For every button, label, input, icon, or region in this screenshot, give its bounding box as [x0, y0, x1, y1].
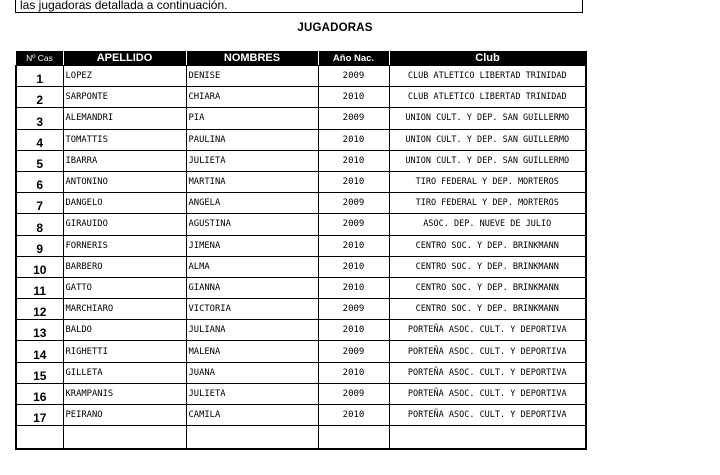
cell-nombres: JULIETA	[186, 383, 318, 404]
column-header-nombres: NOMBRES	[186, 52, 318, 66]
table-row	[16, 66, 586, 87]
cell-num: 7	[16, 193, 63, 214]
cell-club: PORTEÑA ASOC. CULT. Y DEPORTIVA	[389, 362, 586, 383]
intro-box	[15, 0, 583, 13]
table-row	[16, 405, 586, 426]
cell-ano: 2010	[318, 235, 389, 256]
cell-num: 1	[16, 66, 63, 87]
cell-ano: 2009	[318, 193, 389, 214]
cell-club: TIRO FEDERAL Y DEP. MORTEROS	[389, 193, 586, 214]
column-header-apellido: APELLIDO	[63, 52, 186, 66]
cell-nombres: ANGELA	[186, 193, 318, 214]
cell-ano: 2010	[318, 171, 389, 192]
cell-nombres: JULIETA	[186, 150, 318, 171]
cell-num: 3	[16, 108, 63, 129]
cell-club: ASOC. DEP. NUEVE DE JULIO	[389, 214, 586, 235]
cell-club: UNION CULT. Y DEP. SAN GUILLERMO	[389, 129, 586, 150]
table-row	[16, 299, 586, 320]
cell-nombres: AGUSTINA	[186, 214, 318, 235]
cell-num: 6	[16, 171, 63, 192]
cell-club: PORTEÑA ASOC. CULT. Y DEPORTIVA	[389, 405, 586, 426]
cell-apellido: BARBERO	[63, 256, 186, 277]
cell-ano: 2010	[318, 87, 389, 108]
cell-num: 4	[16, 129, 63, 150]
cell-ano: 2010	[318, 405, 389, 426]
cell-apellido: BALDO	[63, 320, 186, 341]
cell-nombres: DENISE	[186, 66, 318, 87]
cell-ano: 2010	[318, 150, 389, 171]
cell-apellido: FORNERIS	[63, 235, 186, 256]
cell-club: CENTRO SOC. Y DEP. BRINKMANN	[389, 235, 586, 256]
cell-nombres: JUANA	[186, 362, 318, 383]
table-row	[16, 150, 586, 171]
table-row	[16, 383, 586, 404]
cell-club: CENTRO SOC. Y DEP. BRINKMANN	[389, 277, 586, 298]
table-row	[16, 256, 586, 277]
cell-club: CLUB ATLETICO LIBERTAD TRINIDAD	[389, 66, 586, 87]
cell-apellido: ANTONINO	[63, 171, 186, 192]
cell-club: UNION CULT. Y DEP. SAN GUILLERMO	[389, 150, 586, 171]
cell-apellido: DANGELO	[63, 193, 186, 214]
cell-nombres: PAULINA	[186, 129, 318, 150]
table-row	[16, 426, 586, 449]
cell-apellido: TOMATTIS	[63, 129, 186, 150]
cell-num	[16, 426, 63, 449]
cell-num: 11	[16, 277, 63, 298]
cell-ano: 2009	[318, 341, 389, 362]
cell-club: CLUB ATLETICO LIBERTAD TRINIDAD	[389, 87, 586, 108]
cell-ano: 2010	[318, 320, 389, 341]
cell-apellido: IBARRA	[63, 150, 186, 171]
cell-club	[389, 426, 586, 449]
cell-nombres: JIMENA	[186, 235, 318, 256]
table-row	[16, 235, 586, 256]
cell-nombres: MALENA	[186, 341, 318, 362]
cell-num: 8	[16, 214, 63, 235]
cell-num: 12	[16, 299, 63, 320]
cell-club: PORTEÑA ASOC. CULT. Y DEPORTIVA	[389, 383, 586, 404]
column-header-ano: Año Nac.	[318, 52, 389, 66]
cell-nombres: GIANNA	[186, 277, 318, 298]
cell-apellido: LOPEZ	[63, 66, 186, 87]
cell-ano: 2010	[318, 129, 389, 150]
cell-club: CENTRO SOC. Y DEP. BRINKMANN	[389, 299, 586, 320]
cell-nombres: PIA	[186, 108, 318, 129]
cell-apellido: GATTO	[63, 277, 186, 298]
cell-ano: 2009	[318, 214, 389, 235]
cell-ano: 2009	[318, 108, 389, 129]
column-header-club: Club	[389, 52, 586, 66]
cell-club: PORTEÑA ASOC. CULT. Y DEPORTIVA	[389, 320, 586, 341]
cell-num: 13	[16, 320, 63, 341]
cell-club: UNION CULT. Y DEP. SAN GUILLERMO	[389, 108, 586, 129]
cell-apellido: SARPONTE	[63, 87, 186, 108]
column-header-num: Nº Cas	[16, 52, 63, 66]
cell-ano: 2010	[318, 362, 389, 383]
cell-ano	[318, 426, 389, 449]
players-body	[16, 66, 586, 449]
cell-club: CENTRO SOC. Y DEP. BRINKMANN	[389, 256, 586, 277]
table-row	[16, 277, 586, 298]
cell-apellido: KRAMPANIS	[63, 383, 186, 404]
section-title: JUGADORAS	[297, 22, 373, 34]
players-table	[15, 51, 587, 450]
cell-ano: 2009	[318, 299, 389, 320]
cell-apellido: PEIRANO	[63, 405, 186, 426]
cell-num: 15	[16, 362, 63, 383]
cell-nombres: MARTINA	[186, 171, 318, 192]
cell-apellido: MARCHIARO	[63, 299, 186, 320]
cell-num: 9	[16, 235, 63, 256]
table-row	[16, 362, 586, 383]
cell-nombres: JULIANA	[186, 320, 318, 341]
cell-apellido	[63, 426, 186, 449]
cell-club: TIRO FEDERAL Y DEP. MORTEROS	[389, 171, 586, 192]
table-row	[16, 171, 586, 192]
table-row	[16, 108, 586, 129]
cell-apellido: RIGHETTI	[63, 341, 186, 362]
intro-text: las jugadoras detallada a continuación.	[20, 0, 228, 12]
table-row	[16, 214, 586, 235]
table-row	[16, 193, 586, 214]
table-row	[16, 87, 586, 108]
cell-num: 17	[16, 405, 63, 426]
cell-nombres: ALMA	[186, 256, 318, 277]
cell-club: PORTEÑA ASOC. CULT. Y DEPORTIVA	[389, 341, 586, 362]
table-row	[16, 320, 586, 341]
table-header-row	[16, 52, 586, 66]
cell-ano: 2009	[318, 66, 389, 87]
cell-nombres: VICTORIA	[186, 299, 318, 320]
cell-ano: 2009	[318, 383, 389, 404]
cell-num: 10	[16, 256, 63, 277]
cell-num: 16	[16, 383, 63, 404]
table-row	[16, 129, 586, 150]
cell-apellido: GILLETA	[63, 362, 186, 383]
cell-nombres	[186, 426, 318, 449]
cell-ano: 2010	[318, 277, 389, 298]
cell-num: 2	[16, 87, 63, 108]
cell-apellido: GIRAUIDO	[63, 214, 186, 235]
table-row	[16, 341, 586, 362]
cell-apellido: ALEMANDRI	[63, 108, 186, 129]
cell-nombres: CHIARA	[186, 87, 318, 108]
cell-num: 5	[16, 150, 63, 171]
cell-nombres: CAMILA	[186, 405, 318, 426]
cell-ano: 2010	[318, 256, 389, 277]
cell-num: 14	[16, 341, 63, 362]
